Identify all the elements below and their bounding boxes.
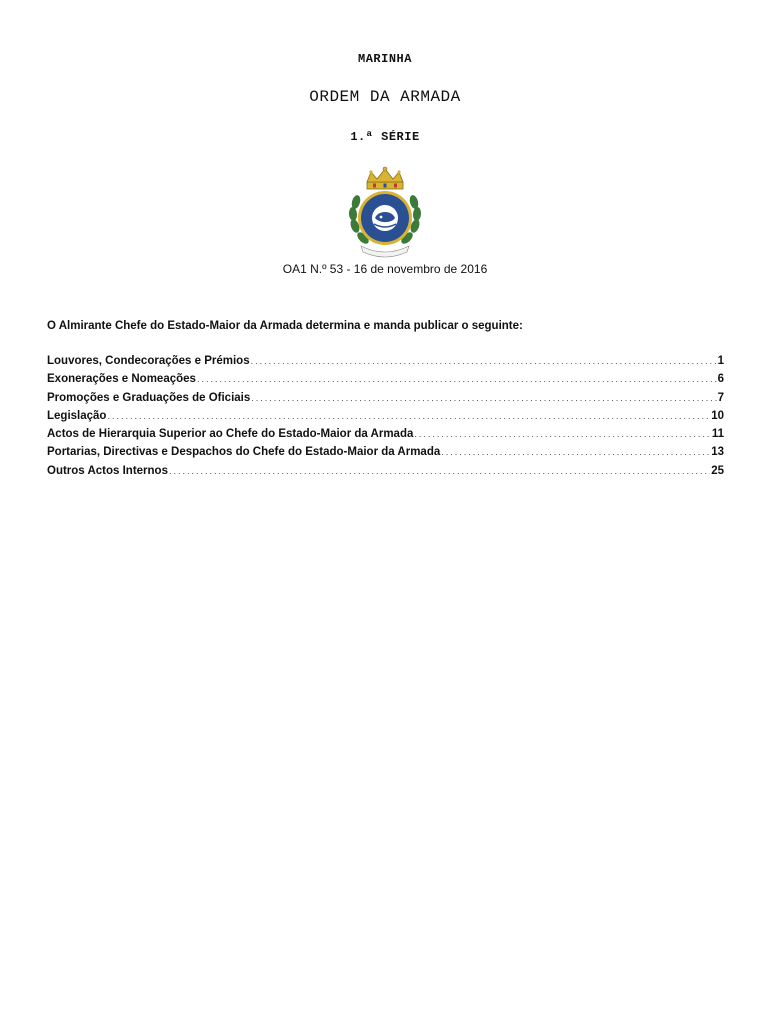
toc-leader-dots xyxy=(251,393,716,403)
toc-entry-page: 1 xyxy=(717,355,724,367)
organization-name: MARINHA xyxy=(358,52,412,66)
toc-leader-dots xyxy=(197,374,717,384)
toc-entry-label: Actos de Hierarquia Superior ao Chefe do Estado-Maior da Armada xyxy=(47,428,414,441)
toc-leader-dots xyxy=(107,411,710,421)
issue-number-date: OA1 N.º 53 - 16 de novembro de 2016 xyxy=(282,262,488,276)
toc-entry-portarias[interactable] xyxy=(47,446,724,464)
table-of-contents xyxy=(47,355,724,483)
intro-statement: O Almirante Chefe do Estado-Maior da Armada determina e manda publicar o seguinte: xyxy=(47,320,523,332)
toc-entry-page: 13 xyxy=(711,446,724,459)
toc-entry-exoneracoes[interactable] xyxy=(47,373,724,391)
toc-entry-page: 25 xyxy=(711,464,724,477)
toc-leader-dots xyxy=(441,447,710,457)
toc-entry-page: 11 xyxy=(711,428,724,441)
toc-entry-label: Legislação xyxy=(47,409,107,422)
toc-entry-label: Outros Actos Internos xyxy=(47,464,168,477)
document-title: ORDEM DA ARMADA xyxy=(309,88,461,106)
toc-entry-label: Louvores, Condecorações e Prémios xyxy=(47,355,250,367)
toc-entry-page: 10 xyxy=(711,409,724,422)
toc-entry-label: Portarias, Directivas e Despachos do Chefe do Estado-Maior da Armada xyxy=(47,446,441,459)
navy-crest-icon xyxy=(345,166,425,258)
toc-leader-dots xyxy=(251,356,717,366)
toc-entry-louvores[interactable] xyxy=(47,355,724,373)
toc-entry-legislacao[interactable] xyxy=(47,410,724,428)
toc-entry-promocoes[interactable] xyxy=(47,392,724,410)
toc-entry-page: 6 xyxy=(717,373,724,386)
toc-entry-outros-actos[interactable] xyxy=(47,465,724,483)
toc-entry-label: Promoções e Graduações de Oficiais xyxy=(47,391,251,404)
toc-leader-dots xyxy=(169,466,710,476)
series-label: 1.ª SÉRIE xyxy=(350,130,420,144)
toc-entry-actos-hierarquia[interactable] xyxy=(47,428,724,446)
toc-leader-dots xyxy=(414,429,710,439)
toc-entry-page: 7 xyxy=(717,391,724,404)
toc-entry-label: Exonerações e Nomeações xyxy=(47,373,196,386)
